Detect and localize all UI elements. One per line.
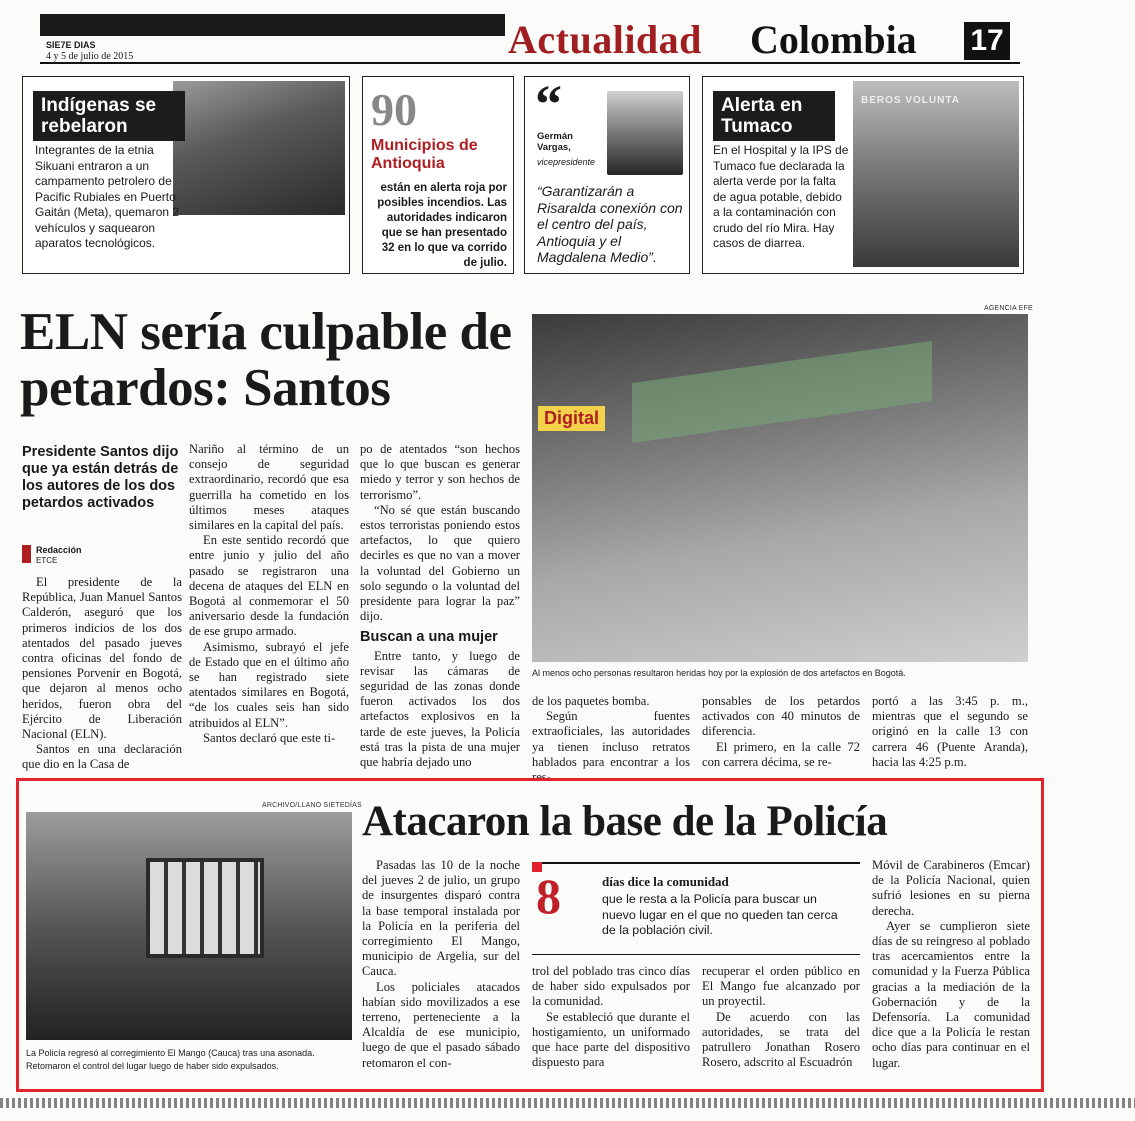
article1-photo-credit: AGENCIA EFE [984, 305, 1033, 312]
article1-col3-p1: po de atentados “son hechos que lo que buscan es generar miedo y terror y son hechos de terrorismo”. [360, 442, 520, 502]
article1-col4 [532, 694, 690, 785]
quote-role: vicepresidente [537, 157, 596, 167]
article1-headline: ELN sería culpable de petardos: Santos [20, 303, 512, 417]
article2-photo-caption: La Policía regresó al corregimiento El Mango (Cauca) tras una asonada. Retomaron el control del lugar luego de haber sido expulsados. [26, 1048, 315, 1071]
article2-col3-p1: recuperar el orden público en El Mango fue alcanzado por un proyectil. [702, 964, 860, 1009]
teaser-tumaco-text: En el Hospital y la IPS de Tumaco fue declarada la alerta verde por la falta de agua potable, debido a la contaminación con crudo del río Mira. Hay casos de diarrea. [713, 143, 849, 250]
article1-photo-awning [632, 341, 932, 443]
teaser-quote[interactable] [524, 76, 690, 274]
article2-callout-rule-top [532, 862, 860, 864]
section-label: Actualidad [508, 17, 702, 62]
article2-col2-p1: trol del poblado tras cinco días de haber sido expulsados por la comunidad. [532, 964, 690, 1009]
teaser-antioquia-subtitle: Municipios de Antioquia [371, 137, 478, 172]
article1-col2-p4: Santos declaró que este ti- [203, 730, 336, 745]
article2-callout-number: 8 [536, 868, 561, 924]
article1-byline-marker [22, 545, 31, 563]
article1-col5 [702, 694, 860, 770]
article1-subhead: Buscan a una mujer [360, 629, 498, 646]
article1-col6 [872, 694, 1028, 770]
article1-col4-p2: Según fuentes extraoficiales, las autoridades ya tienen incluso retratos hablados para encontrar a los res- [532, 709, 690, 785]
article1-col3-p2: “No sé que están buscando estos terroristas poniendo estos artefactos, lo que quiero decirles es que no van a mover la voluntad del Gobierno un solo segundo o la voluntad del presidente para lograr la paz” dijo. [360, 502, 520, 624]
article1-photo[interactable] [532, 314, 1028, 662]
article1-col5-p1: ponsables de los petardos activados con 40 minutos de diferencia. [702, 694, 860, 739]
article1-col2-p3: Asimismo, subrayó el jefe de Estado que en el último año se han registrado siete atentados similares en Bogotá, “de los cuales seis han sido atribuidos al ELN”. [189, 639, 349, 730]
article2-callout-text: que le resta a la Policía para buscar un nuevo lugar en el que no queden tan cerca de la población civil. [602, 892, 838, 937]
article2-col3-p2: De acuerdo con las autoridades, se trata del patrullero Jonathan Rosero Rosero, adscrito al Escuadrón [702, 1009, 860, 1070]
country-label: Colombia [750, 17, 917, 62]
article2-photo[interactable] [26, 812, 352, 1040]
teaser-indigenas[interactable] [22, 76, 350, 274]
article2-col1-p1: Pasadas las 10 de la noche del jueves 2 de julio, un grupo de insurgentes disparó contra la base temporal instalada por la Policía en la periferia del corregimiento El Mango, municipio de Argelia, sur del Cauca. [362, 858, 520, 979]
teaser-antioquia-text: están en alerta roja por posibles incendios. Las autoridades indicaron que se han presentado 32 en lo que va corrido de julio. [377, 182, 507, 269]
quote-portrait [607, 91, 683, 175]
teaser-indigenas-title: Indígenas se rebelaron [33, 91, 185, 141]
article1-col1-p1: El presidente de la República, Juan Manuel Santos Calderón, aseguró que los primeros indicios de los dos atentados del pasado jueves contra oficinas del fondo de pensiones Porvenir en Bogotá, que dejaron al menos ocho heridos, fueron obra del Ejército de Liberación Nacional (ELN). [22, 575, 182, 742]
masthead [40, 14, 1020, 62]
teaser-antioquia-number: 90 [371, 84, 417, 135]
article2-callout-rule-bottom [532, 954, 860, 955]
article2-callout [532, 862, 860, 958]
article1-photo-caption: Al menos ocho personas resultaron heridas hoy por la explosión de dos artefactos en Bogotá. [532, 668, 906, 678]
article2-headline: Atacaron la base de la Policía [362, 798, 888, 845]
article1-photo-sign: Digital [538, 406, 605, 431]
article1-col2-p1: Nariño al término de un consejo de seguridad extraordinario, recordó que esa guerrilla ha cometido en los últimos meses ataques similares en la capital del país. [189, 442, 349, 533]
article1-col1-p2: Santos en una declaración que dio en la Casa de [22, 742, 182, 772]
article1-byline: Redacción [36, 545, 82, 555]
article1-deck: Presidente Santos dijo que ya están detrás de los autores de los dos petardos activados [22, 444, 179, 511]
paper-name: SIE7E DIAS [46, 40, 96, 50]
article1-col4-p1: de los paquetes bomba. [532, 694, 650, 708]
article1-byline-org: ETCE [36, 556, 58, 565]
teaser-tumaco-photo-sign: BEROS VOLUNTA [861, 95, 960, 106]
teaser-antioquia[interactable] [362, 76, 514, 274]
quote-mark-icon: “ [535, 74, 562, 134]
article1-col3-p3: Entre tanto, y luego de revisar las cámaras de seguridad de las zonas donde fueron activados los dos artefactos explosivos en la tarde de este jueves, la Policía está tras la pista de una mujer que habría dejado uno [360, 648, 520, 770]
page-number: 17 [964, 22, 1010, 60]
article2-col2 [532, 964, 690, 1070]
quote-name: Germán Vargas, [537, 131, 573, 153]
teaser-tumaco-title: Alerta en Tumaco [713, 91, 835, 141]
teaser-indigenas-photo [173, 81, 345, 215]
issue-date: 4 y 5 de julio de 2015 [46, 51, 134, 62]
article2-col2-p2: Se estableció que durante el hostigamiento, un uniformado que hace parte del dispositivo dispuesto para [532, 1009, 690, 1070]
article1-col2 [189, 442, 349, 746]
article2-photo-window [146, 858, 264, 958]
teaser-tumaco[interactable] [702, 76, 1024, 274]
article2-col3 [702, 964, 860, 1070]
article1-col1 [22, 575, 182, 773]
teaser-indigenas-text: Integrantes de la etnia Sikuani entraron a un campamento petrolero de Pacific Rubiales en Puerto Gaitán (Meta), quemaron 2 vehículos y saquearon aparatos tecnológicos. [35, 143, 180, 250]
article2-col1 [362, 858, 520, 1071]
article2-photo-credit: ARCHIVO/LLANO SIETEDÍAS [262, 802, 362, 809]
article1-col6-p1: portó a las 3:45 p. m., mientras que el segundo se originó en la calle 13 con carrera 46 (Puente Aranda), hacia las 4:25 p.m. [872, 694, 1028, 769]
article2-col4-p1: Móvil de Carabineros (Emcar) de la Policía Nacional, quien sufrió lesiones en su pierna derecha. [872, 858, 1030, 918]
masthead-black-bar [40, 14, 505, 36]
article2-col4-p2: Ayer se cumplieron siete días de su reingreso al poblado tras acercamientos entre la comunidad y la Fuerza Pública gracias a la mediación de la Gobernación y de la Defensoría. La comunidad dice que a la Policía le restan ocho días para continuar en el lugar. [872, 918, 1030, 1070]
quote-text: “Garantizarán a Risaralda conexión con el centro del país, Antioquia y el Magdalena Medio”. [537, 183, 683, 265]
article1-col5-p2: El primero, en la calle 72 con carrera décima, se re- [702, 739, 860, 769]
masthead-rule [40, 62, 1020, 64]
article1-col3 [360, 442, 520, 770]
teaser-tumaco-photo [853, 81, 1019, 267]
article2-col4 [872, 858, 1030, 1071]
bottom-scan-edge [0, 1098, 1135, 1108]
article1-col2-p2: En este sentido recordó que entre junio y julio del año pasado se registraron una decena de ataques del ELN en Bogotá al conmemorar el 50 aniversario desde la fundación de ese grupo armado. [189, 533, 349, 639]
article2-callout-title: días dice la comunidad [602, 874, 729, 889]
article2-col1-p2: Los policiales atacados habían sido movilizados a ese terreno, perteneciente a la Alcaldía de ese municipio, luego de que el pasado sábado retomaron el con- [362, 979, 520, 1070]
